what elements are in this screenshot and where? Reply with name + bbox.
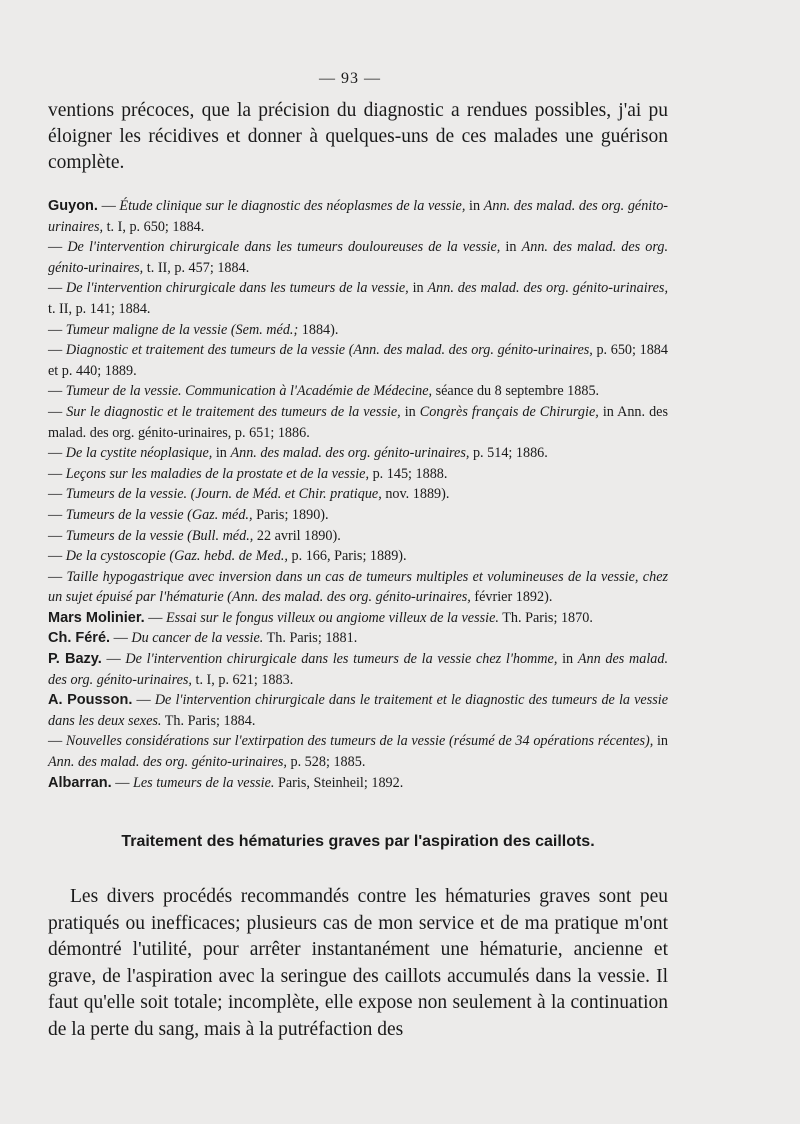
bibliography-entry xyxy=(48,546,668,567)
entry-details: in Ann. des malad. des org. génito-urinaires, p. 651; 1886. xyxy=(48,403,668,441)
entry-journal: Ann. des malad. des org. génito-urinaires, xyxy=(230,445,470,462)
entry-separator: — xyxy=(101,651,126,668)
entry-title: Leçons sur les maladies de la prostate et de la vessie, xyxy=(65,465,370,482)
bibliography-entry xyxy=(48,381,668,402)
entry-separator: — xyxy=(48,239,68,256)
entry-author: Guyon. xyxy=(48,198,98,214)
bibliography-entry xyxy=(48,278,668,319)
bibliography-entry xyxy=(48,320,668,341)
entry-title: Tumeurs de la vessie (Bull. méd., xyxy=(65,527,254,544)
entry-connector: in xyxy=(653,733,668,750)
entry-separator: — xyxy=(48,527,66,544)
entry-separator: — xyxy=(48,321,66,338)
entry-separator: — xyxy=(48,548,66,565)
bibliography-entry xyxy=(48,526,668,547)
entry-separator: — xyxy=(48,445,66,462)
entry-connector: in xyxy=(212,445,231,462)
entry-separator: — xyxy=(48,383,66,400)
entry-details: t. II, p. 141; 1884. xyxy=(48,300,151,317)
bibliography-entry xyxy=(48,731,668,772)
body-paragraph xyxy=(48,884,668,1043)
entry-separator: — xyxy=(97,198,120,214)
entry-separator: — xyxy=(132,692,155,709)
entry-title: Tumeur de la vessie. Communication à l'Académie de Médecine, xyxy=(65,383,433,400)
entry-details: t. II, p. 457; 1884. xyxy=(143,259,250,276)
entry-author: P. Bazy. xyxy=(48,651,102,668)
bibliography-entry xyxy=(48,608,668,629)
entry-details: Th. Paris; 1870. xyxy=(498,609,593,626)
entry-details: p. 528; 1885. xyxy=(286,754,366,771)
entry-separator: — xyxy=(144,609,166,626)
entry-title: De l'intervention chirurgicale dans les tumeurs de la vessie chez l'homme, xyxy=(125,651,558,668)
entry-details: 22 avril 1890). xyxy=(253,527,341,544)
bibliography-entry xyxy=(48,567,668,608)
bibliography-list xyxy=(48,196,668,793)
page-number: — 93 — xyxy=(319,70,381,87)
entry-separator: — xyxy=(48,506,66,523)
entry-details: p. 166, Paris; 1889). xyxy=(287,548,407,565)
entry-journal: Ann. des malad. des org. génito-urinaires, xyxy=(427,280,668,297)
entry-connector: in xyxy=(557,651,578,668)
entry-title: Tumeurs de la vessie. (Journ. de Méd. et Chir. pratique, xyxy=(65,486,382,503)
entry-title: Les tumeurs de la vessie. xyxy=(132,774,275,791)
entry-separator: — xyxy=(111,774,133,791)
entry-title: Diagnostic et traitement des tumeurs de la vessie (Ann. des malad. des org. génito-urinaires, xyxy=(65,342,593,359)
entry-details: séance du 8 septembre 1885. xyxy=(432,383,600,400)
entry-title: De l'intervention chirurgicale dans les tumeurs de la vessie, xyxy=(66,280,409,297)
entry-title: De la cystite néoplasique, xyxy=(65,445,213,462)
intro-paragraph: ventions précoces, que la précision du diagnostic a rendues possibles, j'ai pu éloigner les récidives et donner à quelques-uns de ces malades une guérison complète. xyxy=(48,100,668,173)
entry-details: Paris; 1890). xyxy=(252,506,329,523)
section-title: Traitement des hématuries graves par l'aspiration des caillots. xyxy=(121,833,595,850)
entry-details: t. I, p. 621; 1883. xyxy=(191,671,294,688)
entry-separator: — xyxy=(48,403,67,420)
entry-author: Mars Molinier. xyxy=(48,609,145,626)
entry-title: Étude clinique sur le diagnostic des néoplasmes de la vessie, xyxy=(119,198,466,214)
entry-details: nov. 1889). xyxy=(381,486,450,503)
bibliography-entry xyxy=(48,340,668,381)
entry-connector: in xyxy=(500,239,522,256)
entry-separator: — xyxy=(48,280,67,297)
bibliography-entry xyxy=(48,649,668,690)
bibliography-entry xyxy=(48,628,668,649)
body-text: Les divers procédés recommandés contre les hématuries graves sont peu pratiqués ou inefficaces; plusieurs cas de mon service et de ma pratique m'ont démontré l'utilité, pour arrêter instantanément une hématurie, ancienne et grave, de l'aspiration avec la seringue des caillots accumulés dans la vessie. Il faut qu'elle soit totale; incomplète, elle expose non seulement à la continuation de la perte du sang, mais à la putréfaction des xyxy=(48,886,668,1040)
entry-author: A. Pousson. xyxy=(48,692,133,709)
entry-title: Nouvelles considérations sur l'extirpation des tumeurs de la vessie (résumé de 34 opérations récentes), xyxy=(65,733,654,750)
entry-author: Albarran. xyxy=(48,774,112,791)
entry-details: Th. Paris; 1881. xyxy=(263,630,358,647)
bibliography-entry xyxy=(48,464,668,485)
bibliography-entry xyxy=(48,196,668,237)
entry-separator: — xyxy=(48,733,66,750)
bibliography-entry xyxy=(48,443,668,464)
entry-separator: — xyxy=(48,486,66,503)
entry-title: De l'intervention chirurgicale dans les tumeurs douloureuses de la vessie, xyxy=(67,239,501,256)
entry-title: Taille hypogastrique avec inversion dans un cas de tumeurs multiples et volumineuses de la vessie, chez un sujet épuisé par l'hématurie (Ann. des malad. des org. génito-urinaires, xyxy=(48,568,669,606)
entry-journal: Ann des malad. des org. génito-urinaires, xyxy=(48,651,668,688)
entry-journal: Ann. des malad. des org. génito-urinaires, xyxy=(48,239,668,276)
entry-details: février 1892). xyxy=(470,589,553,606)
entry-details: 1884). xyxy=(298,321,339,338)
entry-title: De l'intervention chirurgicale dans le traitement et le diagnostic des tumeurs de la vessie dans les deux sexes. xyxy=(48,692,668,729)
entry-details: t. I, p. 650; 1884. xyxy=(103,218,205,235)
entry-title: Tumeur maligne de la vessie (Sem. méd.; xyxy=(65,321,299,338)
bibliography-entry xyxy=(48,237,668,278)
entry-separator: — xyxy=(48,342,66,359)
entry-author: Ch. Féré. xyxy=(48,630,111,647)
entry-connector: in xyxy=(465,198,484,214)
entry-title: Essai sur le fongus villeux ou angiome villeux de la vessie. xyxy=(165,609,499,626)
bibliography-entry xyxy=(48,773,668,794)
entry-details: p. 514; 1886. xyxy=(469,445,548,462)
entry-details: p. 650; 1884 et p. 440; 1889. xyxy=(48,342,668,379)
bibliography-entry xyxy=(48,484,668,505)
entry-connector: in xyxy=(400,403,420,420)
entry-connector: in xyxy=(408,280,428,297)
entry-title: Du cancer de la vessie. xyxy=(131,630,264,647)
entry-separator: — xyxy=(48,568,67,585)
entry-title: Tumeurs de la vessie (Gaz. méd., xyxy=(65,506,253,523)
entry-separator: — xyxy=(48,465,66,482)
entry-journal: Congrès français de Chirurgie, xyxy=(419,403,599,420)
entry-details: Paris, Steinheil; 1892. xyxy=(274,774,404,791)
bibliography-entry xyxy=(48,690,668,731)
entry-title: Sur le diagnostic et le traitement des tumeurs de la vessie, xyxy=(66,403,401,420)
entry-journal: Ann. des malad. des org. génito-urinaires, xyxy=(48,754,287,771)
entry-journal: Ann. des malad. des org. génito-urinaires, xyxy=(48,198,669,235)
entry-details: Th. Paris; 1884. xyxy=(161,712,256,729)
bibliography-entry xyxy=(48,402,668,443)
bibliography-entry xyxy=(48,505,668,526)
entry-separator: — xyxy=(110,630,132,647)
entry-title: De la cystoscopie (Gaz. hebd. de Med., xyxy=(65,548,288,565)
entry-details: p. 145; 1888. xyxy=(369,465,448,482)
